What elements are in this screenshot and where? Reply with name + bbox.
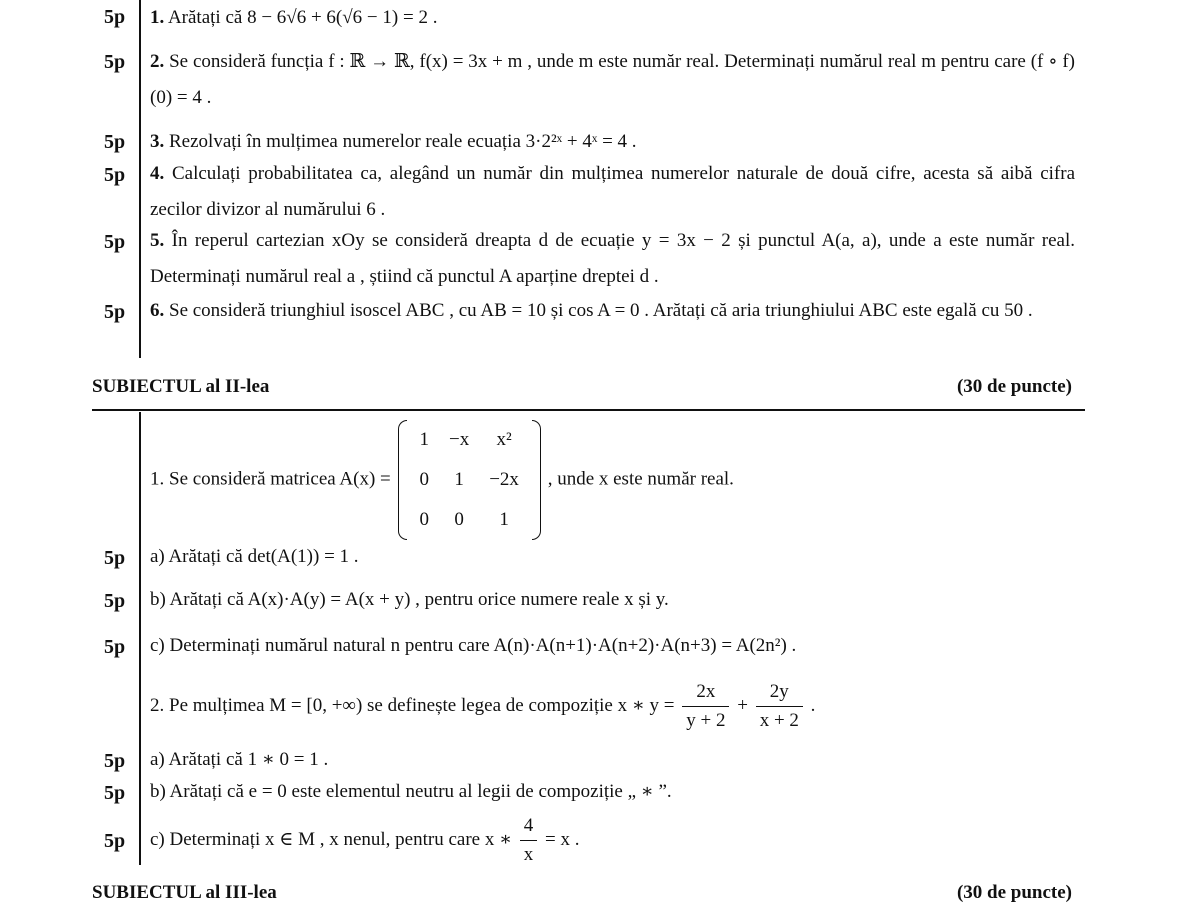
numerator: 2y [756,678,803,707]
points-label: 5p [104,51,126,73]
numerator: 4 [520,812,538,841]
problem-II-2b: b) Arătați că e = 0 este elementul neutru al legii de compoziție „ ∗ ”. [150,781,672,802]
matrix-cell: 0 [419,509,429,530]
points-label: 5p [104,547,126,569]
matrix-A [398,420,541,540]
denominator: x [523,844,534,865]
problem-II-1-intro [150,420,1075,540]
plus-sign: + [737,694,748,716]
matrix-table [410,420,529,540]
points-label: 5p [104,782,126,804]
section-rule [92,409,1085,411]
denominator: x + 2 [759,710,799,731]
section-score: (30 de puncte) [956,376,1072,397]
problem-3 [150,124,1075,160]
fraction [520,812,538,869]
problem-II-2-intro [150,678,1075,735]
matrix-row [410,500,529,540]
problem-text: Arătați că 8 − 6√6 + 6(√6 − 1) = 2 . [167,7,438,28]
matrix-row [410,460,529,500]
matrix-cell: 1 [419,429,429,450]
matrix-cell: 0 [419,469,429,490]
denominator: y + 2 [686,710,726,731]
problem-number: 6. [150,300,165,321]
problem-II-1a: a) Arătați că det(A(1)) = 1 . [150,546,359,567]
problem-II-1c: c) Determinați numărul natural n pentru care A(n)·A(n+1)·A(n+2)·A(n+3) = A(2n²) . [150,635,797,656]
matrix-row [410,420,529,460]
matrix-cell: 0 [454,509,464,530]
fraction [756,678,803,735]
points-label: 5p [104,301,126,323]
section-heading: SUBIECTUL al II-lea [92,376,270,397]
matrix-intro-tail: , unde x este număr real. [547,468,734,490]
matrix-cell: 1 [454,469,464,490]
fraction [682,678,729,735]
problem-number: 4. [150,163,165,184]
problem-number: 1. [150,7,165,28]
section-heading: SUBIECTUL al III-lea [92,882,277,903]
points-label: 5p [104,231,126,253]
points-label: 5p [104,636,126,658]
points-label: 5p [104,750,126,772]
problem-II-2a: a) Arătați că 1 ∗ 0 = 1 . [150,749,329,770]
problem-1 [150,0,1075,36]
period: . [810,694,816,716]
points-label: 5p [104,590,126,612]
problem-text: Calculați probabilitatea ca, alegând un număr din mulțimea numerelor naturale de două cifre, acesta să aibă cifra zecilor divizor al numărului 6 . [150,163,1076,220]
problem-text: Se consideră funcția f : ℝ → ℝ, f(x) = 3x + m , unde m este număr real. Determinați numărul real m pentru care (f ∘ f)(0) = 4 . [150,51,1076,108]
problem-text: = x . [545,828,580,850]
problem-text: Se consideră triunghiul isoscel ABC , cu AB = 10 și cos A = 0 . Arătați că aria triunghiului ABC este egală cu 50 . [169,300,1033,321]
points-label: 5p [104,830,126,852]
problem-text: c) Determinați x ∈ M , x nenul, pentru care x ∗ [150,828,513,850]
matrix-cell: x² [496,429,512,450]
problem-4 [150,156,1075,228]
problem-II-1b: b) Arătați că A(x)·A(y) = A(x + y) , pentru orice numere reale x și y. [150,589,669,610]
section-score: (30 de puncte) [956,882,1072,903]
problem-5 [150,223,1075,295]
points-label: 5p [104,6,126,28]
matrix-cell: −2x [489,469,519,490]
numerator: 2x [682,678,729,707]
matrix-intro-text: 1. Se consideră matricea A(x) = [150,468,391,490]
problem-2 [150,44,1075,116]
composition-intro: 2. Pe mulțimea M = [0, +∞) se definește legea de compoziție x ∗ y = [150,694,675,716]
problem-number: 2. [150,51,165,72]
problem-text: Rezolvați în mulțimea numerelor reale ecuația 3·2²ˣ + 4ˣ = 4 . [169,131,637,152]
problem-II-2c [150,812,1075,869]
margin-rule [139,0,141,358]
points-label: 5p [104,131,126,153]
matrix-cell: −x [449,429,470,450]
problem-text: În reperul cartezian xOy se consideră dreapta d de ecuație y = 3x − 2 și punctul A(a, a), unde a este număr real. Determinați numărul real a , știind că punctul A aparține dreptei d . [150,230,1076,287]
problem-6 [150,293,1075,329]
points-label: 5p [104,164,126,186]
problem-number: 5. [150,230,165,251]
margin-rule [139,412,141,865]
matrix-cell: 1 [499,509,509,530]
problem-number: 3. [150,131,165,152]
